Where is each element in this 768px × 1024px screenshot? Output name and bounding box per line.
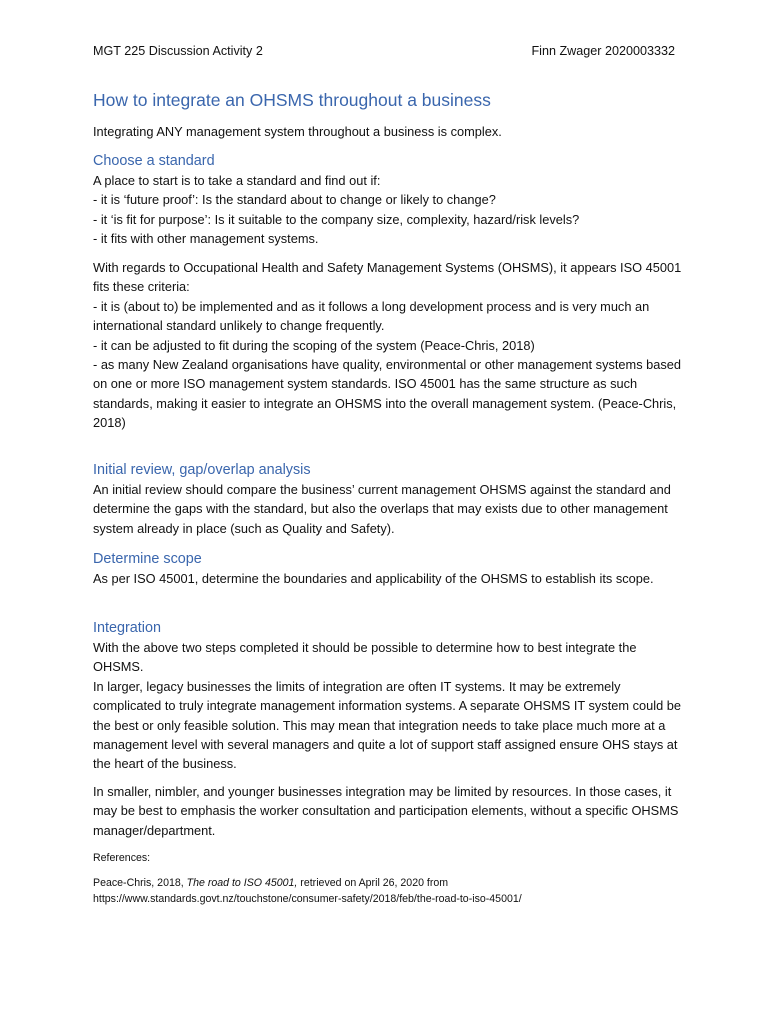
- document-title: How to integrate an OHSMS throughout a business: [93, 90, 491, 110]
- criteria-item: - as many New Zealand organisations have quality, environmental or other management systems based on one or more ISO management system standards. ISO 45001 has the same structure as such standards, making it easier to integrate an OHSMS into the overall management system. (Peace-Chris, 2018): [93, 357, 682, 431]
- integration-p3: In smaller, nimbler, and younger businesses integration may be limited by resources. In those cases, it may be best to emphasis the worker consultation and participation elements, without a specific OHSMS manager/department.: [93, 784, 679, 838]
- standard-line: - it fits with other management systems.: [93, 231, 319, 247]
- ohsms-criteria-paragraph: [93, 258, 683, 433]
- intro-text: Integrating ANY management system throughout a business is complex.: [93, 124, 502, 139]
- header-course: MGT 225 Discussion Activity 2: [93, 44, 263, 58]
- section-heading-standard: Choose a standard: [93, 153, 215, 169]
- standard-line: A place to start is to take a standard and find out if:: [93, 173, 381, 188]
- reference-url[interactable]: https://www.standards.govt.nz/touchstone/consumer-safety/2018/feb/the-road-to-iso-45001/: [93, 893, 522, 905]
- references-label: References:: [93, 852, 151, 864]
- section-scope: [93, 549, 683, 588]
- integration-p2: In larger, legacy businesses the limits of integration are often IT systems. It may be extremely complicated to truly integrate management information systems. A separate OHSMS IT system could be the best or only feasible solution. This may mean that integration needs to take place much more at a management level with several managers and quite a lot of support staff assigned ensure OHS stays at the heart of the business.: [93, 678, 681, 772]
- header-author: Finn Zwager 2020003332: [531, 44, 675, 58]
- standard-line: - it ‘is fit for purpose’: Is it suitable to the company size, complexity, hazard/risk levels?: [93, 211, 580, 227]
- reference-retrieved: retrieved on April 26, 2020 from: [297, 877, 449, 889]
- criteria-intro: With regards to Occupational Health and Safety Management Systems (OHSMS), it appears ISO 45001 fits these criteria:: [93, 260, 682, 295]
- section-heading-integration: Integration: [93, 620, 162, 636]
- reference-entry: [93, 875, 683, 907]
- reference-citation: [93, 875, 683, 891]
- integration-p1: With the above two steps completed it should be possible to determine how to best integrate the OHSMS.: [93, 640, 637, 675]
- section-heading-scope: Determine scope: [93, 551, 202, 567]
- review-text: An initial review should compare the business’ current management OHSMS against the standard and determine the gaps with the standard, but also the overlaps that may exists due to other management system already in place (such as Quality and Safety).: [93, 482, 671, 536]
- reference-title: The road to ISO 45001,: [186, 877, 298, 889]
- reference-author: Peace-Chris, 2018,: [93, 877, 187, 889]
- integration-p3-block: [93, 782, 683, 840]
- standard-line: - it is ‘future proof’: Is the standard about to change or likely to change?: [93, 192, 496, 208]
- section-review: [93, 460, 683, 538]
- page-header: [93, 42, 675, 60]
- criteria-item: - it is (about to) be implemented and as it follows a long development process and is very much an international standard unlikely to change frequently.: [93, 298, 650, 334]
- section-heading-review: Initial review, gap/overlap analysis: [93, 462, 311, 478]
- criteria-item: - it can be adjusted to fit during the scoping of the system (Peace-Chris, 2018): [93, 337, 535, 353]
- intro-paragraph: [93, 122, 683, 141]
- references-label-block: [93, 850, 683, 866]
- section-standard: [93, 151, 683, 249]
- section-integration: [93, 618, 683, 774]
- scope-text: As per ISO 45001, determine the boundaries and applicability of the OHSMS to establish its scope.: [93, 571, 654, 586]
